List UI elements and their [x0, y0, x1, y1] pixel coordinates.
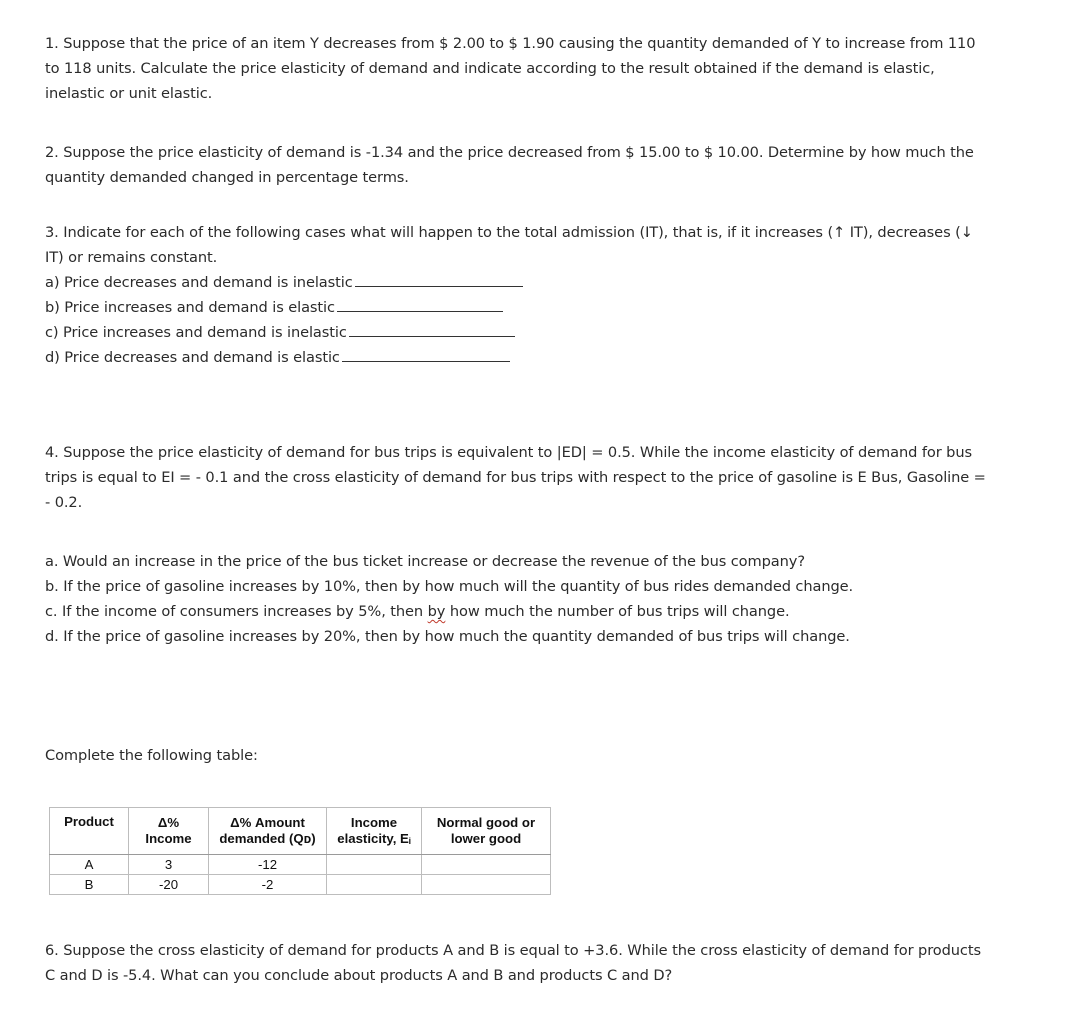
part-c-text: c. If the income of consumers increases by 5%, then	[45, 603, 428, 620]
cell-product: A	[50, 855, 129, 875]
question-1	[45, 31, 1040, 106]
cell-delta-amount: -2	[209, 875, 327, 895]
header-delta-amount-demanded: Δ% Amount demanded (Qᴅ)	[209, 808, 327, 855]
cell-delta-income: -20	[129, 875, 209, 895]
table-instruction: Complete the following table:	[45, 747, 258, 764]
header-delta-income: Δ% Income	[129, 808, 209, 855]
question-4-line: trips is equal to EI = - 0.1 and the cross elasticity of demand for bus trips with respect to the price of gasoline is E Bus, Gasoline =	[45, 469, 986, 486]
question-3-option-a	[45, 270, 1040, 295]
question-4-line: - 0.2.	[45, 494, 83, 511]
question-5-instruction	[45, 743, 1040, 768]
cell-good-type[interactable]	[422, 875, 551, 895]
question-4-part-d: d. If the price of gasoline increases by 20%, then by how much the quantity demanded of bus trips will change.	[45, 628, 850, 645]
question-6	[45, 938, 1040, 988]
part-c-text: how much the number of bus trips will change.	[445, 603, 790, 620]
option-label: a) Price decreases and demand is inelastic	[45, 274, 353, 291]
question-2-line: 2. Suppose the price elasticity of demand is -1.34 and the price decreased from $ 15.00 to $ 10.00. Determine by how much the	[45, 144, 974, 161]
question-4	[45, 440, 1040, 515]
table-header-row	[50, 808, 551, 855]
header-good-type: Normal good or lower good	[422, 808, 551, 855]
answer-blank-c[interactable]	[349, 320, 515, 337]
option-label: c) Price increases and demand is inelastic	[45, 324, 347, 341]
question-4-parts	[45, 549, 1040, 649]
option-label: d) Price decreases and demand is elastic	[45, 349, 340, 366]
question-2	[45, 140, 1040, 190]
answer-blank-a[interactable]	[355, 270, 523, 287]
question-3-option-d	[45, 345, 1040, 370]
spellcheck-word: by	[427, 603, 446, 620]
question-1-line: 1. Suppose that the price of an item Y decreases from $ 2.00 to $ 1.90 causing the quantity demanded of Y to increase from 110	[45, 35, 976, 52]
cell-product: B	[50, 875, 129, 895]
question-4-line: 4. Suppose the price elasticity of demand for bus trips is equivalent to |ED| = 0.5. While the income elasticity of demand for bus	[45, 444, 972, 461]
question-3-option-c	[45, 320, 1040, 345]
cell-income-elasticity[interactable]	[327, 875, 422, 895]
option-label: b) Price increases and demand is elastic	[45, 299, 335, 316]
header-income-elasticity: Income elasticity, Eᵢ	[327, 808, 422, 855]
answer-blank-d[interactable]	[342, 345, 510, 362]
question-6-line: C and D is -5.4. What can you conclude about products A and B and products C and D?	[45, 967, 673, 984]
question-3-line: 3. Indicate for each of the following cases what will happen to the total admission (IT), that is, if it increases (↑ IT), decreases (↓	[45, 224, 973, 241]
question-1-line: inelastic or unit elastic.	[45, 85, 213, 102]
table-row	[50, 875, 551, 895]
question-4-part-b: b. If the price of gasoline increases by 10%, then by how much will the quantity of bus rides demanded change.	[45, 578, 854, 595]
income-elasticity-table	[49, 807, 551, 895]
cell-delta-income: 3	[129, 855, 209, 875]
question-2-line: quantity demanded changed in percentage terms.	[45, 169, 409, 186]
cell-good-type[interactable]	[422, 855, 551, 875]
answer-blank-b[interactable]	[337, 295, 503, 312]
table-row	[50, 855, 551, 875]
question-4-part-a: a. Would an increase in the price of the bus ticket increase or decrease the revenue of the bus company?	[45, 553, 805, 570]
question-3-line: IT) or remains constant.	[45, 249, 218, 266]
cell-income-elasticity[interactable]	[327, 855, 422, 875]
question-3-option-b	[45, 295, 1040, 320]
header-product: Product	[50, 808, 129, 855]
cell-delta-amount: -12	[209, 855, 327, 875]
question-6-line: 6. Suppose the cross elasticity of demand for products A and B is equal to +3.6. While the cross elasticity of demand for products	[45, 942, 981, 959]
question-4-part-c	[45, 599, 1040, 624]
question-1-line: to 118 units. Calculate the price elasticity of demand and indicate according to the result obtained if the demand is elastic,	[45, 60, 935, 77]
question-3	[45, 220, 1040, 370]
